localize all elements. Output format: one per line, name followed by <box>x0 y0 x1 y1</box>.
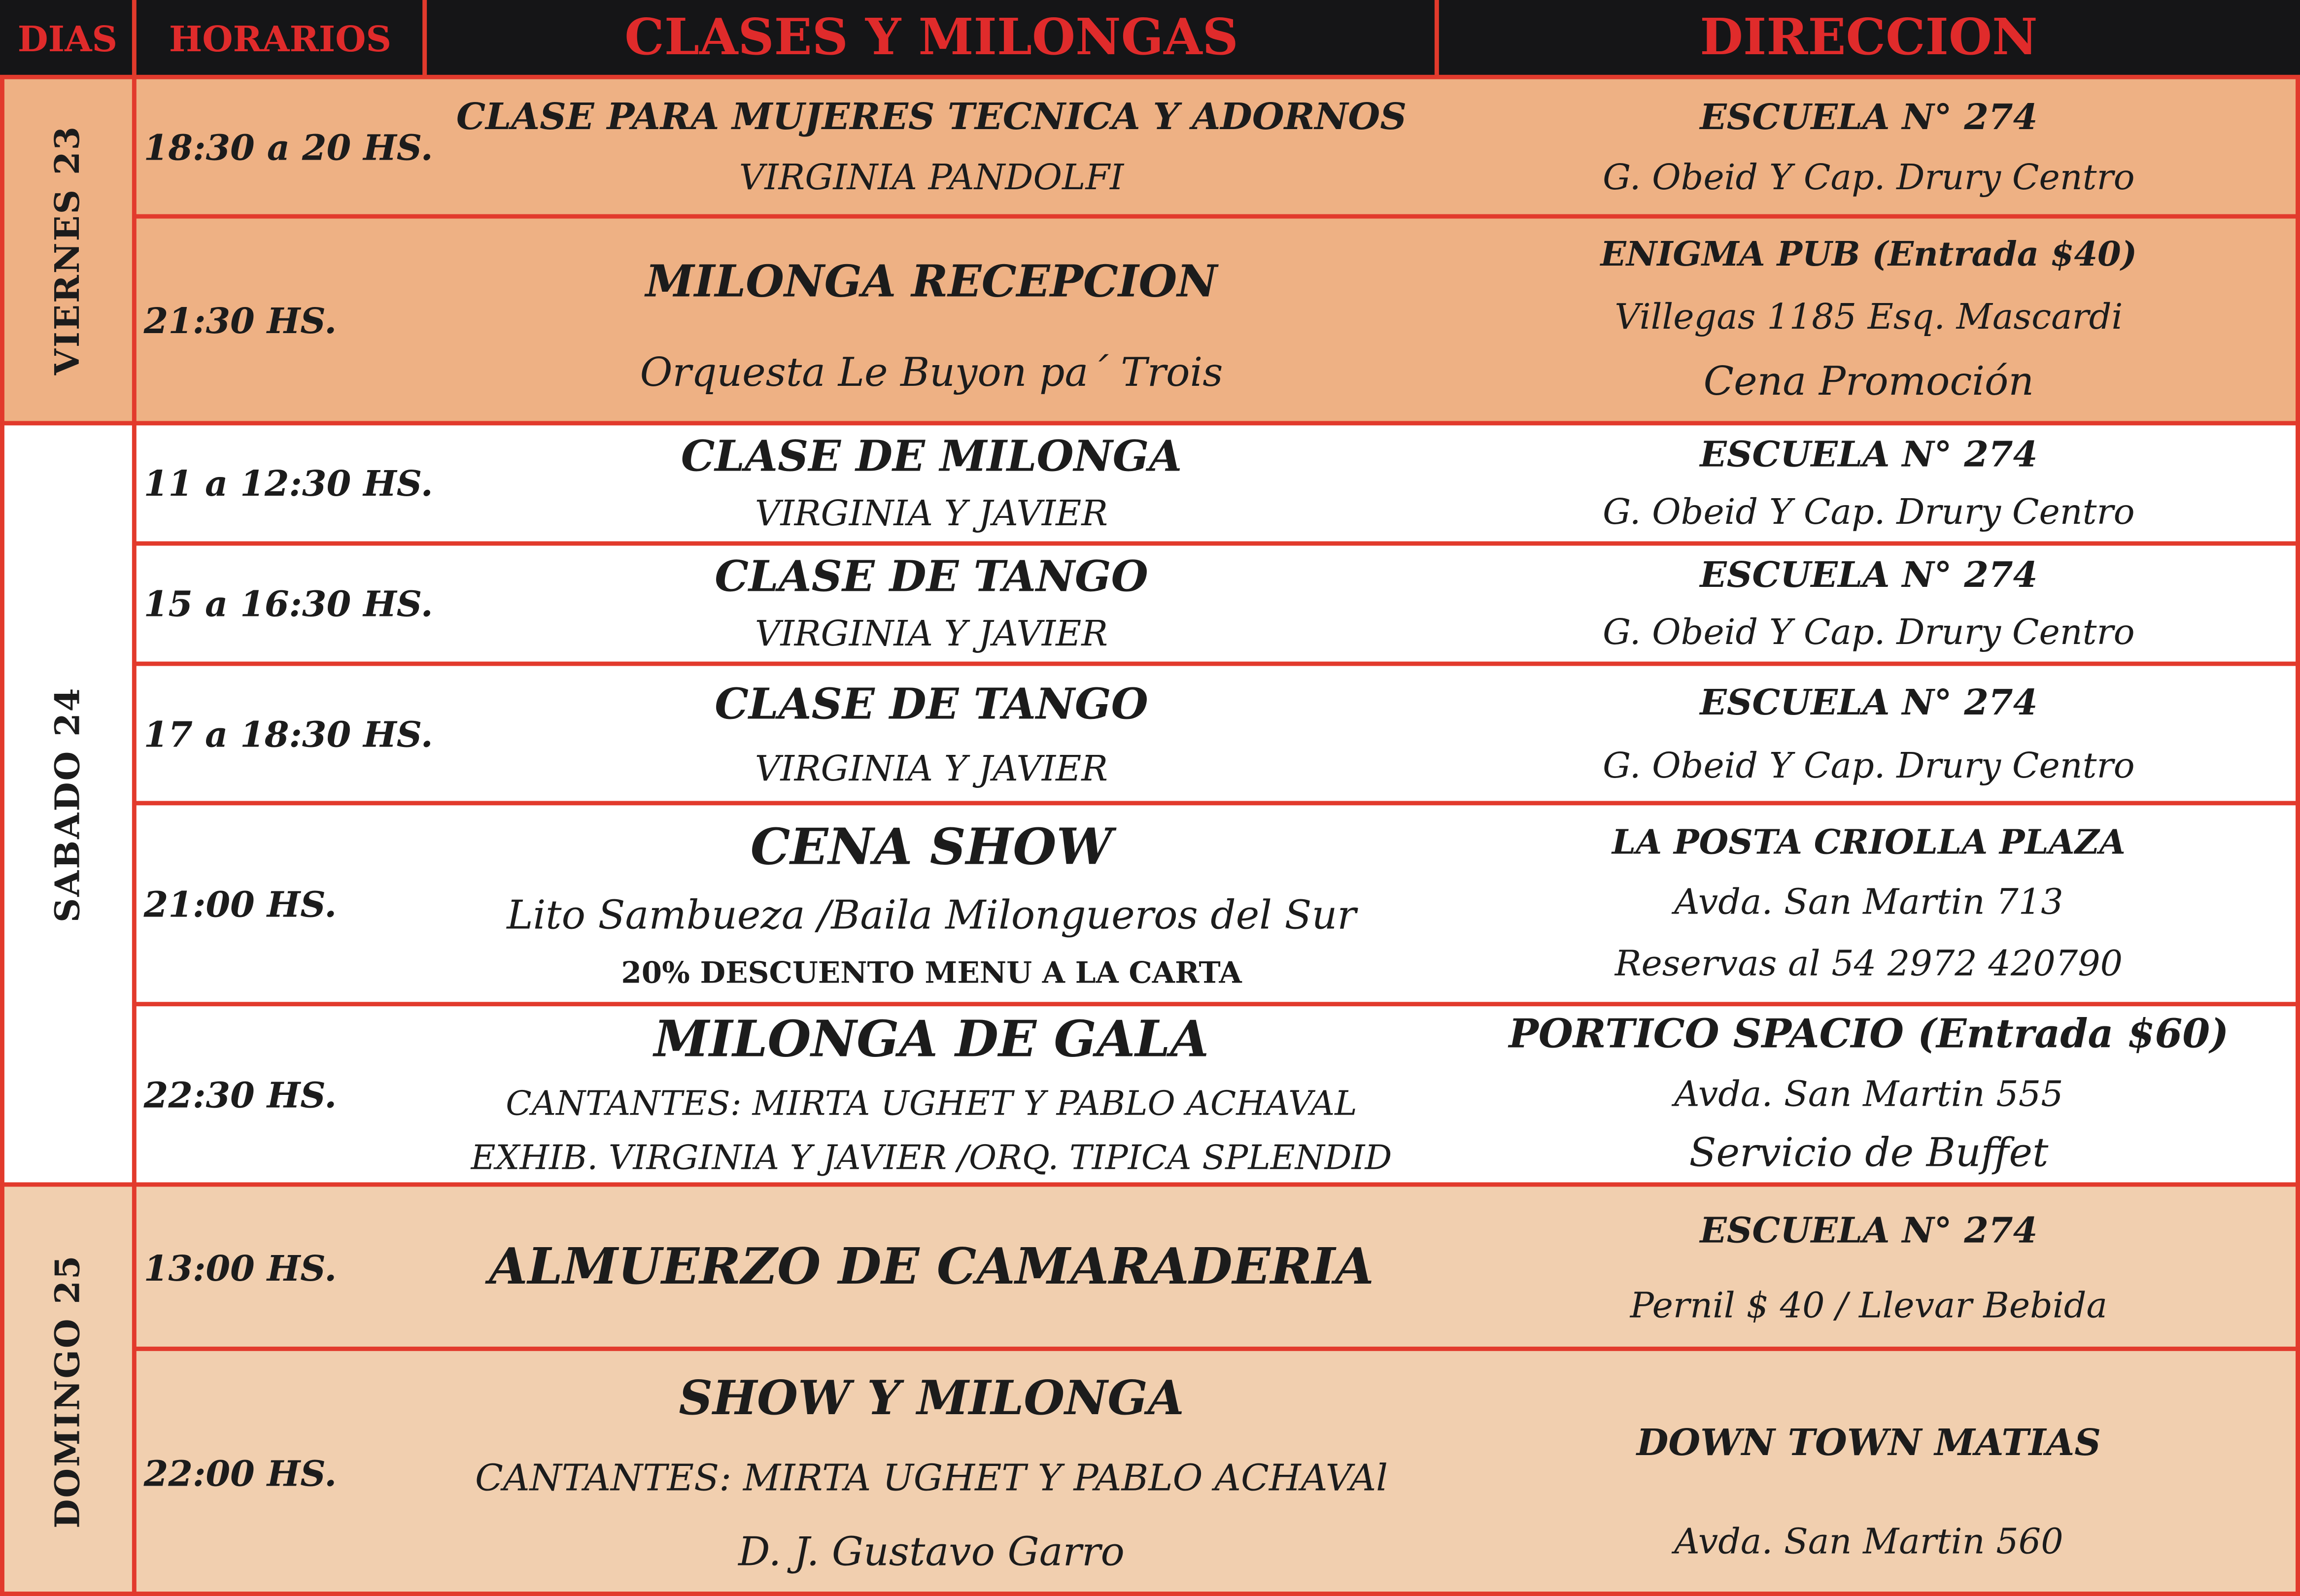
header-divider <box>1435 0 1439 76</box>
venue-cell <box>1438 217 2300 423</box>
activity-extra: D. J. Gustavo Garro <box>738 1529 1125 1575</box>
time-cell: 21:00 HS. <box>143 882 337 925</box>
grid-line <box>134 1002 2300 1006</box>
venue-address: G. Obeid Y Cap. Drury Centro <box>1603 746 2135 787</box>
venue-name: ENIGMA PUB (Entrada $40) <box>1600 234 2137 274</box>
venue-address: Villegas 1185 Esq. Mascardi <box>1614 296 2123 338</box>
venue-cell <box>1438 804 2300 1003</box>
activity-title: SHOW Y MILONGA <box>679 1370 1184 1426</box>
activity-cell <box>425 76 1438 217</box>
activity-cell <box>425 217 1438 423</box>
grid-line <box>0 421 2300 425</box>
day-text: SABADO 24 <box>47 686 88 922</box>
header-clases: CLASES Y MILONGAS <box>425 0 1438 76</box>
activity-detail: Orquesta Le Buyon pa´ Trois <box>640 350 1223 396</box>
venue-note: Reservas al 54 2972 420790 <box>1614 943 2123 985</box>
grid-line <box>0 1182 2300 1187</box>
grid-line <box>134 801 2300 805</box>
activity-title: CENA SHOW <box>750 817 1113 877</box>
day-text: DOMINGO 25 <box>47 1253 88 1528</box>
activity-extra: EXHIB. VIRGINIA Y JAVIER /ORQ. TIPICA SPLENDID <box>471 1139 1392 1178</box>
grid-line <box>134 542 2300 546</box>
header-direccion: DIRECCION <box>1438 0 2300 76</box>
activity-extra: 20% DESCUENTO MENU A LA CARTA <box>621 954 1242 989</box>
time-cell: 22:30 HS. <box>143 1073 337 1116</box>
venue-address: G. Obeid Y Cap. Drury Centro <box>1603 611 2135 653</box>
venue-address: G. Obeid Y Cap. Drury Centro <box>1603 491 2135 532</box>
grid-line <box>0 75 2300 79</box>
activity-cell <box>425 804 1438 1003</box>
venue-address: Avda. San Martin 560 <box>1674 1521 2063 1562</box>
activity-title: CLASE PARA MUJERES TECNICA Y ADORNOS <box>456 95 1407 138</box>
venue-address: Pernil $ 40 / Llevar Bebida <box>1630 1285 2108 1326</box>
venue-note: Cena Promoción <box>1703 360 2034 406</box>
venue-cell <box>1438 1003 2300 1185</box>
activity-title: CLASE DE MILONGA <box>681 431 1182 481</box>
grid-line <box>0 1592 2300 1596</box>
grid-line <box>0 76 4 1596</box>
grid-line <box>2296 76 2300 1596</box>
venue-address: Avda. San Martin 555 <box>1674 1074 2063 1115</box>
day-text: VIERNES 23 <box>47 124 88 374</box>
time-cell: 21:30 HS. <box>143 298 337 341</box>
venue-cell <box>1438 1185 2300 1349</box>
time-cell: 11 a 12:30 HS. <box>143 461 433 504</box>
venue-name: ESCUELA N° 274 <box>1700 553 2038 596</box>
time-cell: 13:00 HS. <box>143 1246 337 1289</box>
venue-name: PORTICO SPACIO (Entrada $60) <box>1509 1012 2229 1057</box>
time-cell: 17 a 18:30 HS. <box>143 712 433 755</box>
grid-line <box>132 76 137 1596</box>
activity-cell <box>425 1185 1438 1349</box>
day-label-saturday <box>0 422 135 1185</box>
header-dias: DIAS <box>0 0 135 76</box>
venue-name: LA POSTA CRIOLLA PLAZA <box>1612 822 2126 862</box>
activity-cell <box>425 422 1438 543</box>
venue-address: Avda. San Martin 713 <box>1674 882 2063 923</box>
activity-title: ALMUERZO DE CAMARADERIA <box>489 1238 1374 1297</box>
activity-title: CLASE DE TANGO <box>715 678 1148 729</box>
activity-detail: CANTANTES: MIRTA UGHET Y PABLO ACHAVAL <box>506 1085 1357 1124</box>
activity-detail: VIRGINIA Y JAVIER <box>755 747 1108 789</box>
activity-title: MILONGA DE GALA <box>653 1011 1209 1070</box>
venue-cell <box>1438 543 2300 663</box>
venue-cell <box>1438 422 2300 543</box>
activity-title: CLASE DE TANGO <box>715 551 1148 602</box>
activity-detail: CANTANTES: MIRTA UGHET Y PABLO ACHAVAl <box>475 1457 1388 1499</box>
activity-cell <box>425 1350 1438 1596</box>
venue-name: ESCUELA N° 274 <box>1700 680 2038 723</box>
venue-name: ESCUELA N° 274 <box>1700 1208 2038 1251</box>
activity-cell <box>425 1003 1438 1185</box>
venue-name: ESCUELA N° 274 <box>1700 95 2038 138</box>
activity-title: MILONGA RECEPCION <box>645 256 1218 307</box>
venue-cell <box>1438 1350 2300 1596</box>
header-horarios: HORARIOS <box>135 0 425 76</box>
venue-note: Servicio de Buffet <box>1689 1131 2049 1177</box>
activity-cell <box>425 543 1438 663</box>
day-label-friday <box>0 76 135 423</box>
time-cell: 15 a 16:30 HS. <box>143 581 433 624</box>
venue-address: G. Obeid Y Cap. Drury Centro <box>1603 157 2135 199</box>
header-divider <box>422 0 427 76</box>
day-label-sunday <box>0 1185 135 1596</box>
activity-detail: Lito Sambueza /Baila Milongueros del Sur <box>507 892 1356 938</box>
venue-name: ESCUELA N° 274 <box>1700 433 2038 476</box>
header-divider <box>132 0 137 76</box>
time-cell: 18:30 a 20 HS. <box>143 125 433 168</box>
activity-detail: VIRGINIA Y JAVIER <box>755 613 1108 654</box>
grid-line <box>134 214 2300 219</box>
time-cell: 22:00 HS. <box>143 1451 337 1494</box>
venue-cell <box>1438 76 2300 217</box>
activity-detail: VIRGINIA Y JAVIER <box>755 493 1108 534</box>
activity-cell <box>425 663 1438 804</box>
grid-line <box>134 1347 2300 1351</box>
activity-detail: VIRGINIA PANDOLFI <box>739 157 1124 199</box>
grid-line <box>134 662 2300 666</box>
venue-name: DOWN TOWN MATIAS <box>1636 1422 2101 1464</box>
venue-cell <box>1438 663 2300 804</box>
